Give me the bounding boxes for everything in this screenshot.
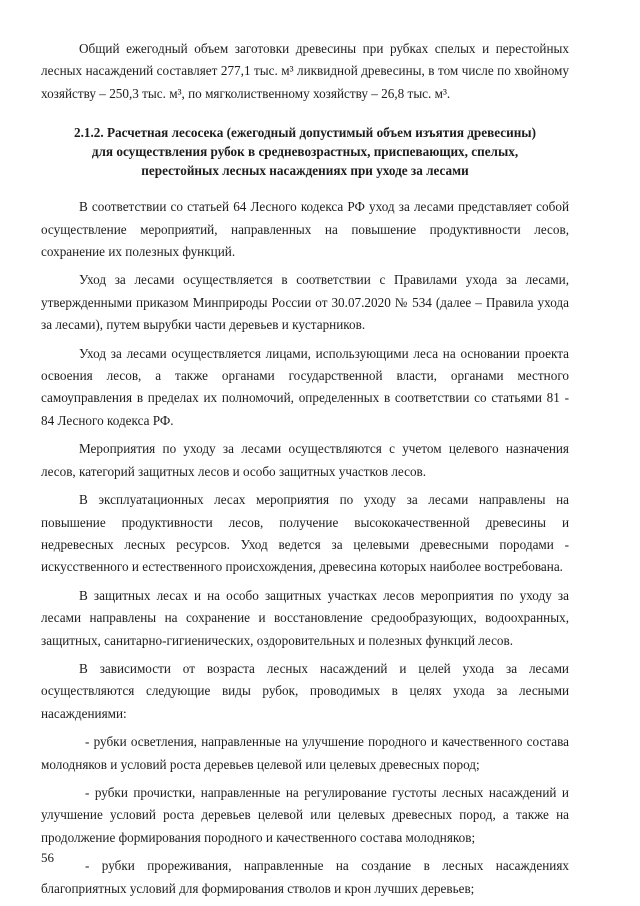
paragraph: В зависимости от возраста лесных насаждений и целей ухода за лесами осуществляются следующие виды рубок, проводимых в целях ухода за лесными насаждениями:: [41, 660, 569, 721]
paragraph: В защитных лесах и на особо защитных участках лесов мероприятия по уходу за лесами направлены на сохранение и восстановление средообразующих, водоохранных, защитных, санитарно-гигиенических, оздоровительных и полезных функций лесов.: [41, 587, 569, 648]
page-number: 56: [41, 850, 54, 865]
paragraph: В эксплуатационных лесах мероприятия по уходу за лесами направлены на повышение продуктивности лесов, получение высококачественной древесины и недревесных лесных ресурсов. Уход ведется за целевыми древесными породами - искусственного и естественного происхождения, древесина которых наиболее востребована.: [41, 492, 569, 575]
paragraph: В соответствии со статьей 64 Лесного кодекса РФ уход за лесами представляет собой осуществление мероприятий, направленных на повышение продуктивности лесов, сохранение их полезных функций.: [41, 199, 569, 260]
section-heading: 2.1.2. Расчетная лесосека (ежегодный допустимый объем изъятия древесины) для осуществления рубок в средневозрастных, приспевающих, спелых, перестойных лесных насаждениях при уходе за лесами: [73, 125, 536, 179]
paragraph: Мероприятия по уходу за лесами осуществляются с учетом целевого назначения лесов, категорий защитных лесов и особо защитных участков лесов.: [41, 441, 569, 479]
page-content: [41, 38, 569, 906]
list-item: - рубки прореживания, направленные на создание в лесных насаждениях благоприятных условий для формирования стволов и крон лучших деревьев;: [41, 858, 569, 896]
list-item: - рубки прочистки, направленные на регулирование густоты лесных насаждений и улучшение условий роста деревьев целевой или целевых древесных пород, а также на продолжение формирования породного и качественного состава молодняков;: [41, 784, 569, 845]
list-item: - рубки осветления, направленные на улучшение породного и качественного состава молодняков и условий роста деревьев целевой или целевых древесных пород;: [41, 734, 569, 772]
intro-paragraph: Общий ежегодный объем заготовки древесины при рубках спелых и перестойных лесных насаждений составляет 277,1 тыс. м³ ликвидной древесины, в том числе по хвойному хозяйству – 250,3 тыс. м³, по мягколиственному хозяйству – 26,8 тыс. м³.: [41, 41, 569, 101]
paragraph: Уход за лесами осуществляется в соответствии с Правилами ухода за лесами, утвержденными приказом Минприроды России от 30.07.2020 № 534 (далее – Правила ухода за лесами), путем вырубки части деревьев и кустарников.: [41, 272, 569, 333]
paragraph: Уход за лесами осуществляется лицами, использующими леса на основании проекта освоения лесов, а также органами государственной власти, органами местного самоуправления в пределах их полномочий, определенных в соответствии со статьями 81 - 84 Лесного кодекса РФ.: [41, 345, 569, 428]
